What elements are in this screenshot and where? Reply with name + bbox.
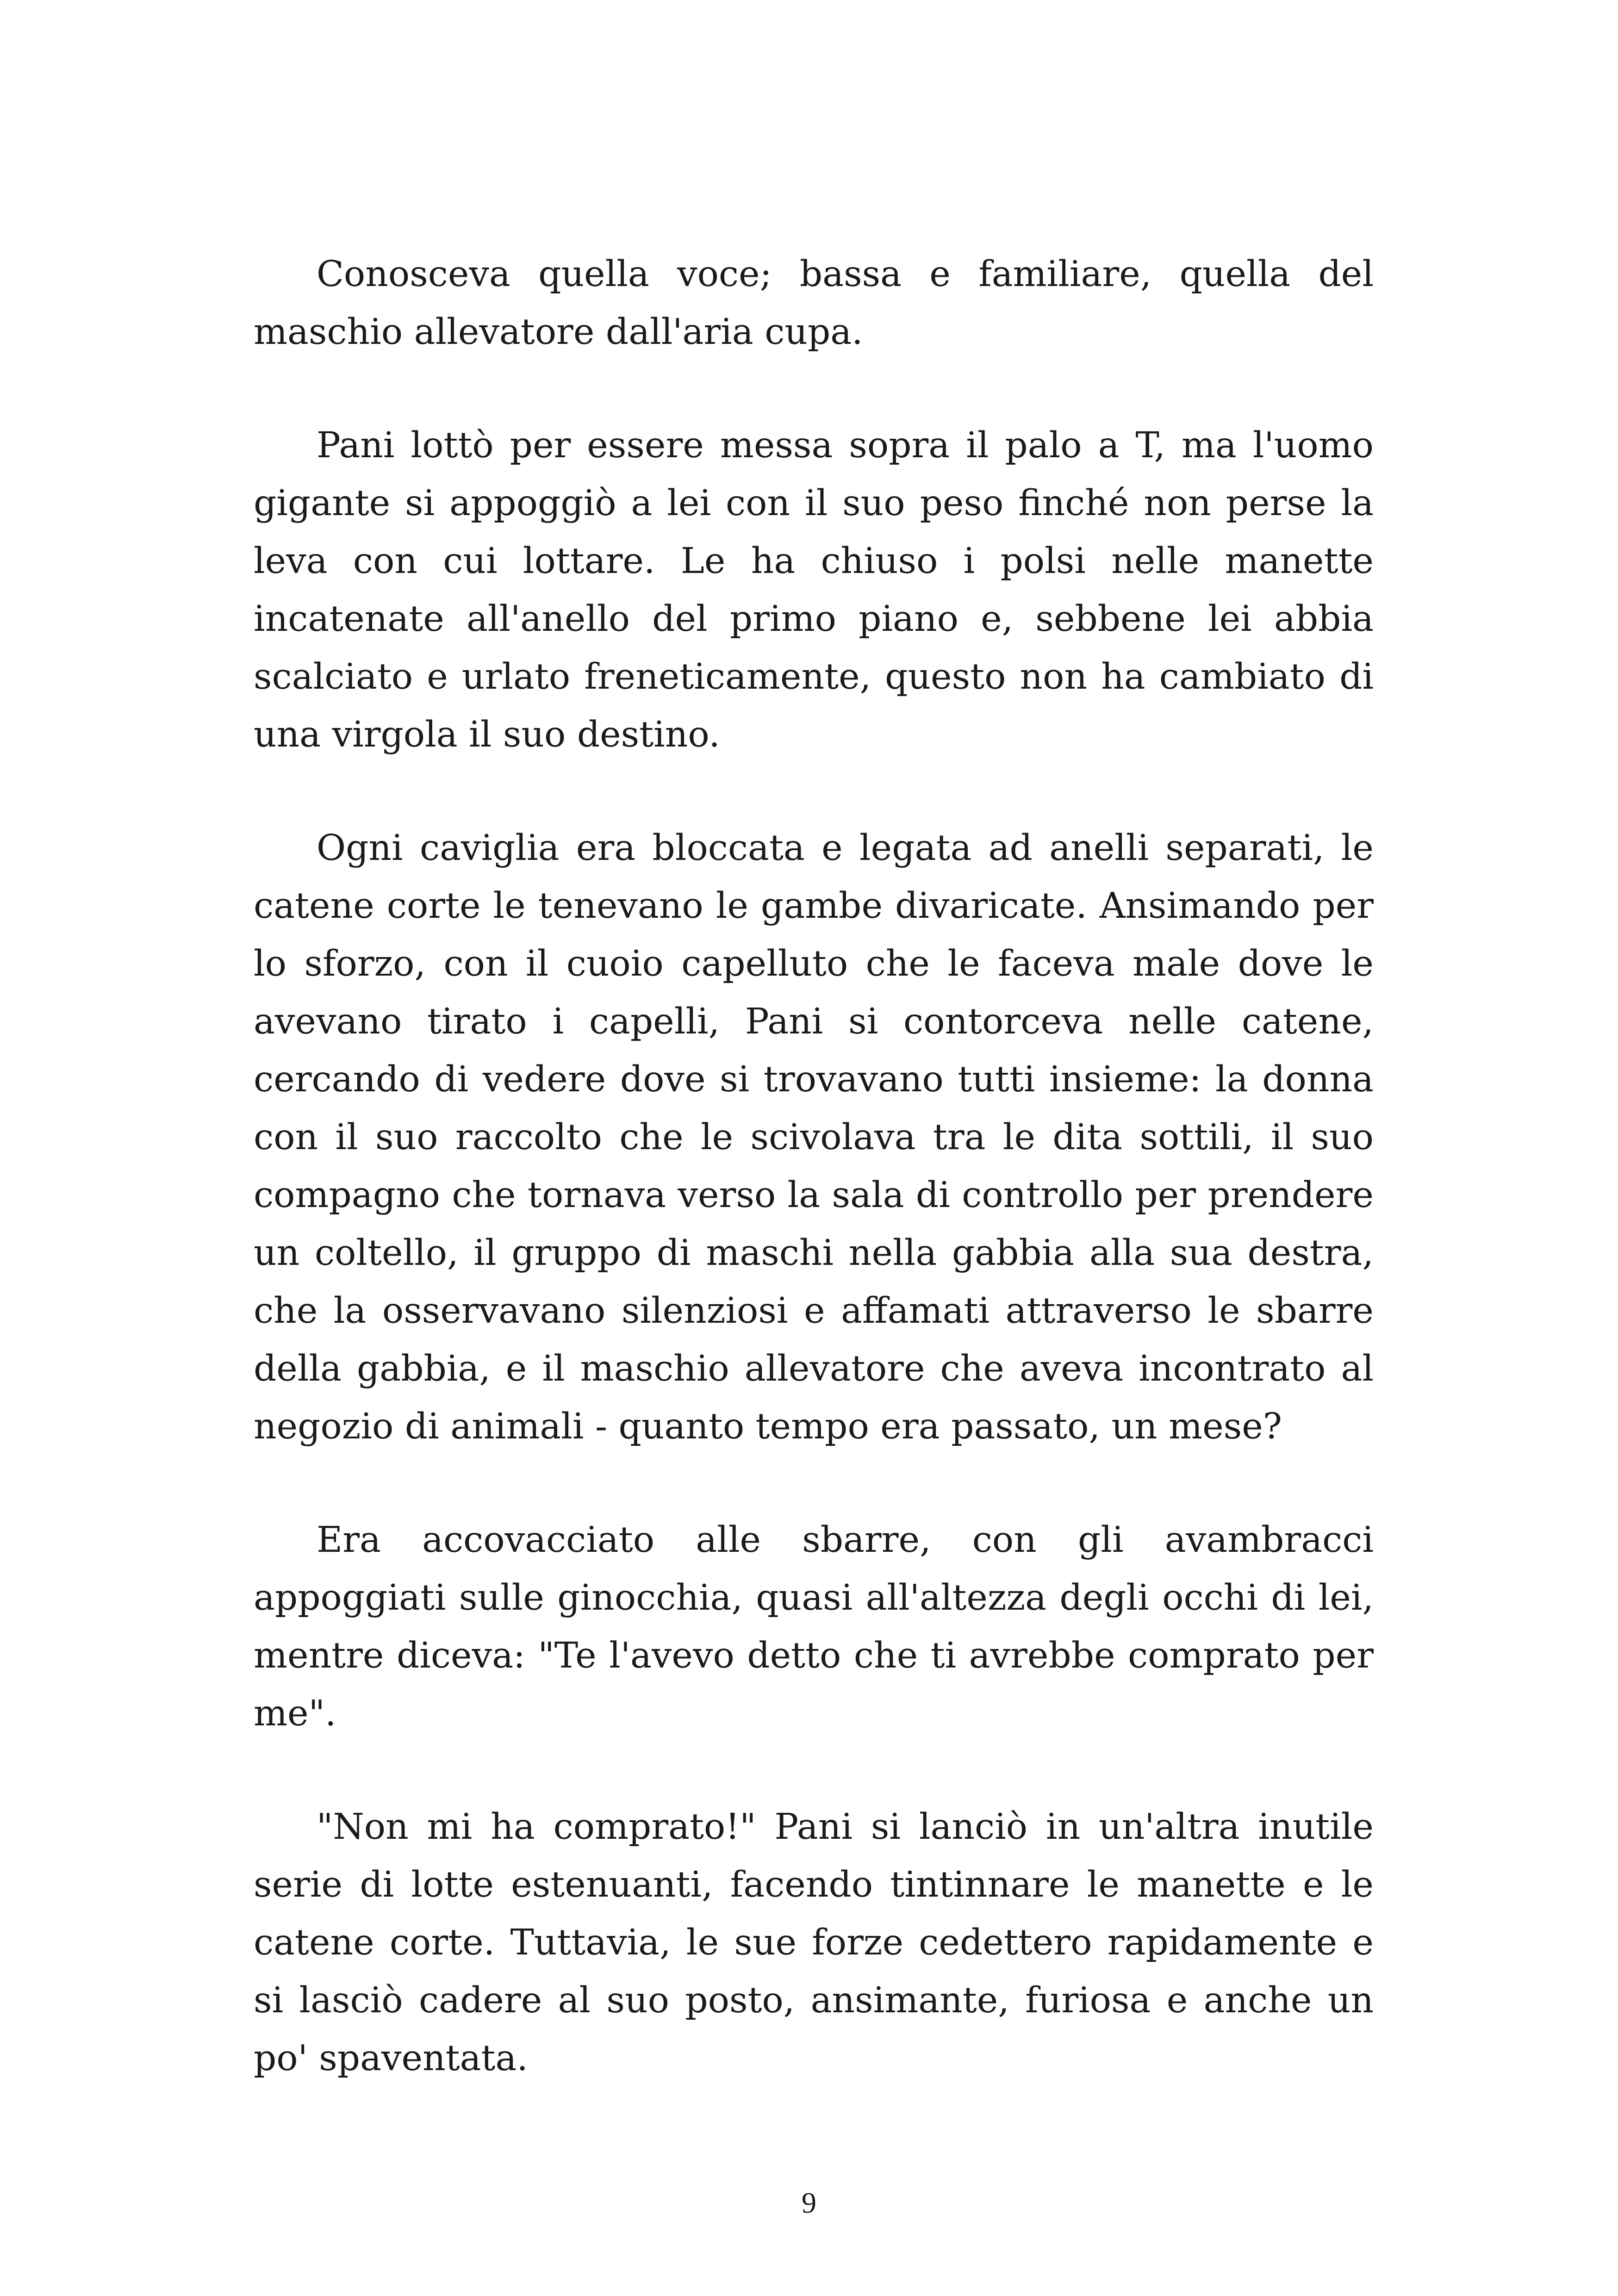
page-number: 9 — [802, 2186, 816, 2219]
paragraph: "Non mi ha comprato!" Pani si lanciò in un'altra inutile serie di lotte estenuanti, facendo tintinnare le manette e le catene corte. Tuttavia, le sue forze cedettero rapidamente e si lasciò cadere al suo posto, ansimante, furiosa e anche un po' spaventata. — [254, 1806, 1374, 2079]
paragraph: Conosceva quella voce; bassa e familiare, quella del maschio allevatore dall'aria cupa. — [254, 254, 1374, 353]
paragraph: Ogni caviglia era bloccata e legata ad anelli separati, le catene corte le tenevano le gambe divaricate. Ansimando per lo sforzo, con il cuoio capelluto che le faceva male dove le avevano tirato i capelli, Pani si contorceva nelle catene, cercando di vedere dove si trovavano tutti insieme: la donna con il suo raccolto che le scivolava tra le dita sottili, il suo compagno che tornava verso la sala di controllo per prendere un coltello, il gruppo di maschi nella gabbia alla sua destra, che la osservavano silenziosi e affamati attraverso le sbarre della gabbia, e il maschio allevatore che aveva incontrato al negozio di animali - quanto tempo era passato, un mese? — [254, 828, 1374, 1447]
paragraph: Pani lottò per essere messa sopra il palo a T, ma l'uomo gigante si appoggiò a lei con il suo peso finché non perse la leva con cui lottare. Le ha chiuso i polsi nelle manette incatenate all'anello del primo piano e, sebbene lei abbia scalciato e urlato freneticamente, questo non ha cambiato di una virgola il suo destino. — [254, 425, 1374, 755]
page-body — [254, 245, 1374, 2143]
paragraph: Era accovacciato alle sbarre, con gli avambracci appoggiati sulle ginocchia, quasi all'altezza degli occhi di lei, mentre diceva: "Te l'avevo detto che ti avrebbe comprato per me". — [254, 1519, 1374, 1734]
